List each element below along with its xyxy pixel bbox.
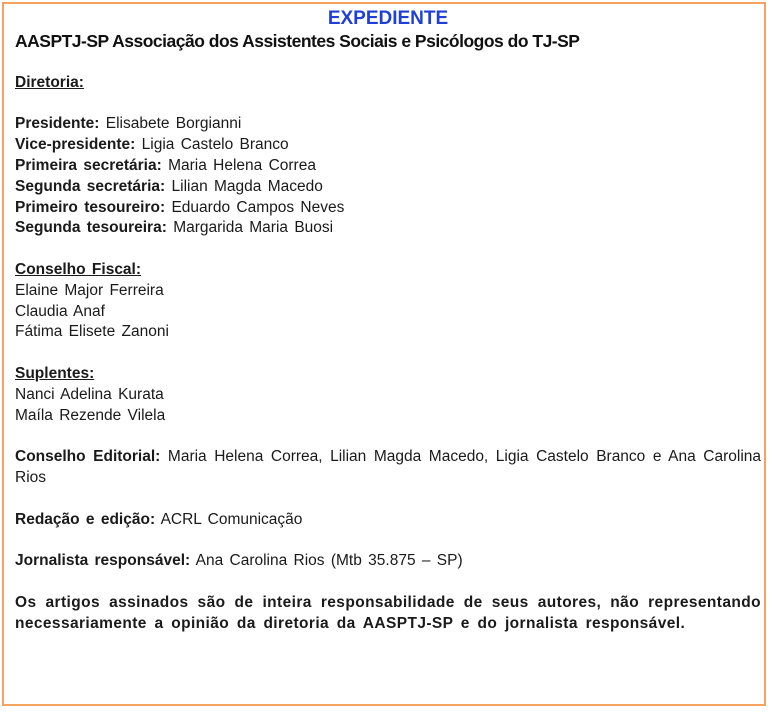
spacer [15, 426, 761, 447]
diretoria-member [15, 135, 761, 156]
conselho-fiscal-heading: Conselho Fiscal: [15, 260, 142, 278]
diretoria-member [15, 156, 761, 177]
suplente-member: Maíla Rezende Vilela [15, 406, 166, 424]
spacer [15, 572, 761, 593]
conselho-fiscal-member: Fátima Elisete Zanoni [15, 323, 169, 341]
member-role: Vice-presidente: [15, 136, 136, 154]
spacer [15, 343, 761, 364]
redacao-value: ACRL Comunicação [160, 510, 303, 528]
jornalista-responsavel [15, 551, 761, 572]
diretoria-member [15, 114, 761, 135]
suplente-member: Nanci Adelina Kurata [15, 385, 164, 403]
conselho-editorial-value: Maria Helena Correa, Lilian Magda Macedo, Ligia Castelo Branco e Ana Carolina Rios [15, 448, 762, 486]
diretoria-list [15, 114, 761, 239]
member-name: Maria Helena Correa [168, 156, 316, 174]
member-role: Primeiro tesoureiro: [15, 198, 166, 216]
redacao-edicao [15, 510, 761, 531]
conselho-fiscal-member: Elaine Major Ferreira [15, 281, 164, 299]
diretoria-member [15, 218, 761, 239]
conselho-editorial-label: Conselho Editorial: [15, 448, 161, 466]
spacer [15, 52, 761, 73]
conselho-fiscal-member: Claudia Anaf [15, 302, 105, 320]
spacer [15, 489, 761, 510]
spacer [15, 239, 761, 260]
member-role: Segunda tesoureira: [15, 219, 167, 237]
redacao-label: Redação e edição: [15, 510, 156, 528]
member-name: Margarida Maria Buosi [173, 219, 334, 237]
member-role: Primeira secretária: [15, 156, 162, 174]
expediente-frame [2, 2, 766, 706]
disclaimer-text: Os artigos assinados são de inteira responsabilidade de seus autores, não representando necessariamente a opinião da diretoria da AASPTJ-SP e do jornalista responsável. [15, 593, 761, 632]
conselho-editorial [15, 447, 761, 489]
jornalista-value: Ana Carolina Rios (Mtb 35.875 – SP) [195, 552, 463, 570]
expediente-content [15, 8, 761, 634]
member-name: Lilian Magda Macedo [171, 177, 323, 195]
member-name: Ligia Castelo Branco [141, 136, 289, 154]
suplentes-heading: Suplentes: [15, 364, 95, 382]
member-role: Segunda secretária: [15, 177, 166, 195]
spacer [15, 94, 761, 115]
diretoria-heading: Diretoria: [15, 73, 84, 91]
jornalista-label: Jornalista responsável: [15, 552, 191, 570]
page-title: EXPEDIENTE [327, 8, 449, 29]
member-name: Eduardo Campos Neves [171, 198, 345, 216]
diretoria-member [15, 198, 761, 219]
organization-name: AASPTJ-SP Associação dos Assistentes Sociais e Psicólogos do TJ-SP [15, 31, 580, 51]
member-role: Presidente: [15, 115, 100, 133]
member-name: Elisabete Borgianni [105, 115, 242, 133]
spacer [15, 530, 761, 551]
diretoria-member [15, 177, 761, 198]
